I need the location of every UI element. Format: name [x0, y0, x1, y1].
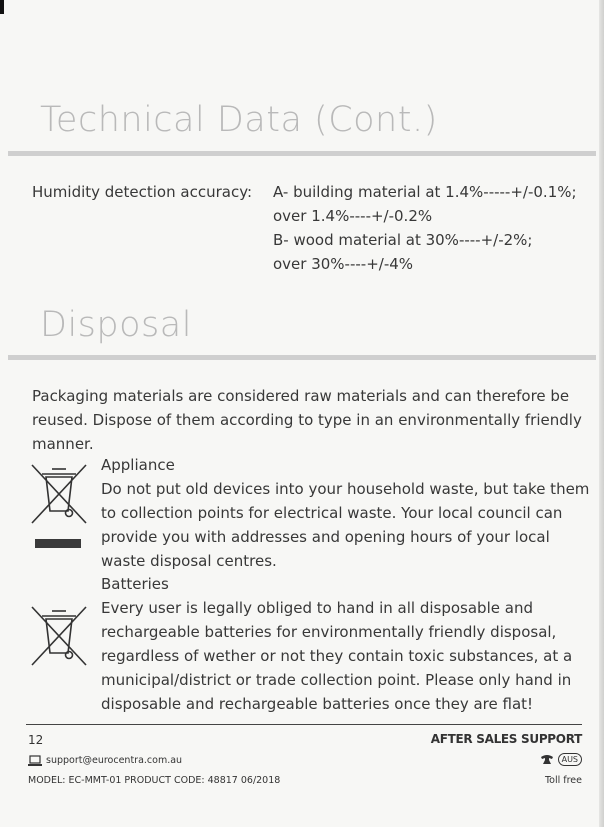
- disposal-intro: Packaging materials are considered raw materials and can therefore be reused. Dispose of them according to type in an environmentally friendly manner.: [32, 387, 582, 453]
- model-info: MODEL: EC-MMT-01 PRODUCT CODE: 48817 06/2018: [28, 775, 281, 786]
- telephone-icon: [540, 754, 554, 765]
- page-number: 12: [28, 733, 44, 747]
- heading-rule: [8, 355, 596, 360]
- toll-free-label: Toll free: [544, 775, 582, 786]
- humidity-line: over 1.4%----+/-0.2%: [273, 207, 433, 225]
- laptop-icon: [28, 755, 42, 766]
- corner-mark: [0, 0, 4, 14]
- humidity-values: [273, 180, 577, 276]
- batteries-title: Batteries: [101, 575, 169, 593]
- appliance-section: [101, 453, 591, 573]
- humidity-line: over 30%----+/-4%: [273, 255, 414, 273]
- humidity-label: Humidity detection accuracy:: [32, 183, 253, 201]
- crossed-out-wheelie-bin-icon: [30, 605, 88, 667]
- heading-rule: [8, 151, 596, 156]
- appliance-body: Do not put old devices into your household waste, but take them to collection points for electrical waste. Your local council can provide you with addresses and opening hours of your local waste disposal centres.: [101, 480, 590, 570]
- appliance-title: Appliance: [101, 456, 175, 474]
- humidity-line: A- building material at 1.4%-----+/-0.1%;: [273, 183, 577, 201]
- aus-badge: AUS: [558, 753, 582, 766]
- phone-row: [540, 753, 582, 766]
- email-row: [28, 755, 182, 766]
- marking-bar: [35, 539, 81, 548]
- after-sales-heading: AFTER SALES SUPPORT: [430, 732, 582, 746]
- batteries-section: [101, 572, 591, 716]
- support-email[interactable]: support@eurocentra.com.au: [46, 755, 183, 766]
- crossed-out-wheelie-bin-icon: [30, 463, 88, 525]
- humidity-line: B- wood material at 30%----+/-2%;: [273, 231, 533, 249]
- disposal-heading: Disposal: [40, 305, 192, 345]
- batteries-body: Every user is legally obliged to hand in all disposable and rechargeable batteries for environmentally friendly disposal, regardless of wether or not they contain toxic substances, at a municipal/district or trade collection point. Please only hand in disposable and rechargeable batteries once they are flat!: [101, 599, 573, 713]
- page-edge: [599, 0, 604, 827]
- footer-rule: [26, 724, 582, 725]
- technical-data-heading: Technical Data (Cont.): [40, 100, 438, 140]
